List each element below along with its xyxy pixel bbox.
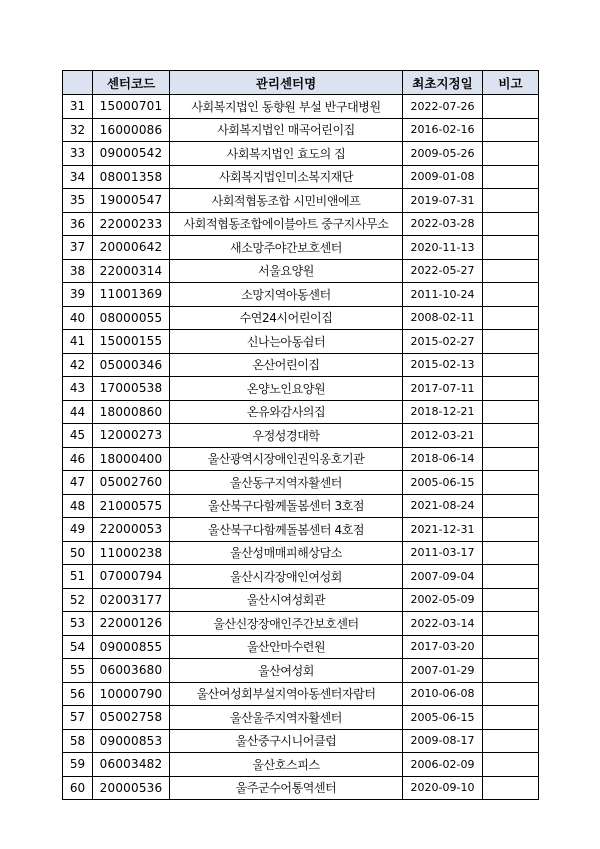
table-row <box>63 776 539 800</box>
center-name: 울산신장장애인주간보호센터 <box>170 612 403 636</box>
center-name: 울산시각장애인여성회 <box>170 565 403 589</box>
center-name: 사회복지법인 매곡어린이집 <box>170 118 403 142</box>
header-note: 비고 <box>483 71 539 95</box>
center-code: 12000273 <box>93 424 170 448</box>
center-code: 22000053 <box>93 518 170 542</box>
center-code: 05002758 <box>93 706 170 730</box>
table-row <box>63 377 539 401</box>
table-row <box>63 682 539 706</box>
note <box>483 236 539 260</box>
first-designation-date: 2021-12-31 <box>403 518 483 542</box>
center-name: 울산중구시니어클럽 <box>170 729 403 753</box>
center-name: 울산울주지역자활센터 <box>170 706 403 730</box>
header-row <box>63 71 539 95</box>
center-name: 울산광역시장애인권익옹호기관 <box>170 447 403 471</box>
center-code: 22000314 <box>93 259 170 283</box>
center-code: 09000855 <box>93 635 170 659</box>
note <box>483 518 539 542</box>
row-number: 35 <box>63 189 93 213</box>
note <box>483 659 539 683</box>
center-name: 온유와감사의집 <box>170 400 403 424</box>
note <box>483 189 539 213</box>
first-designation-date: 2016-02-16 <box>403 118 483 142</box>
note <box>483 212 539 236</box>
table-row <box>63 541 539 565</box>
center-name: 소망지역아동센터 <box>170 283 403 307</box>
row-number: 45 <box>63 424 93 448</box>
table-header <box>63 71 539 95</box>
first-designation-date: 2017-07-11 <box>403 377 483 401</box>
center-code: 22000233 <box>93 212 170 236</box>
center-name: 수연24시어린이집 <box>170 306 403 330</box>
center-name: 서울요양원 <box>170 259 403 283</box>
first-designation-date: 2007-01-29 <box>403 659 483 683</box>
header-center-code: 센터코드 <box>93 71 170 95</box>
first-designation-date: 2011-03-17 <box>403 541 483 565</box>
note <box>483 400 539 424</box>
first-designation-date: 2021-08-24 <box>403 494 483 518</box>
row-number: 31 <box>63 95 93 119</box>
note <box>483 306 539 330</box>
table-row <box>63 118 539 142</box>
center-code: 08001358 <box>93 165 170 189</box>
center-code: 16000086 <box>93 118 170 142</box>
center-code: 20000536 <box>93 776 170 800</box>
center-name: 사회복지법인미소복지재단 <box>170 165 403 189</box>
note <box>483 377 539 401</box>
center-name: 울산성매매피해상담소 <box>170 541 403 565</box>
first-designation-date: 2007-09-04 <box>403 565 483 589</box>
note <box>483 706 539 730</box>
row-number: 39 <box>63 283 93 307</box>
center-name: 울산시여성회관 <box>170 588 403 612</box>
note <box>483 330 539 354</box>
table-row <box>63 424 539 448</box>
first-designation-date: 2012-03-21 <box>403 424 483 448</box>
first-designation-date: 2015-02-27 <box>403 330 483 354</box>
table-row <box>63 494 539 518</box>
center-code: 20000642 <box>93 236 170 260</box>
first-designation-date: 2011-10-24 <box>403 283 483 307</box>
row-number: 42 <box>63 353 93 377</box>
center-code: 22000126 <box>93 612 170 636</box>
row-number: 59 <box>63 753 93 777</box>
center-name: 사회복지법인 효도의 집 <box>170 142 403 166</box>
note <box>483 588 539 612</box>
note <box>483 95 539 119</box>
header-center-name: 관리센터명 <box>170 71 403 95</box>
note <box>483 165 539 189</box>
center-name: 울산동구지역자활센터 <box>170 471 403 495</box>
center-name: 온양노인요양원 <box>170 377 403 401</box>
table-row <box>63 471 539 495</box>
table-row <box>63 447 539 471</box>
first-designation-date: 2009-08-17 <box>403 729 483 753</box>
row-number: 46 <box>63 447 93 471</box>
center-name: 울산안마수련원 <box>170 635 403 659</box>
table-row <box>63 353 539 377</box>
table-body <box>63 95 539 800</box>
table-row <box>63 306 539 330</box>
row-number: 53 <box>63 612 93 636</box>
first-designation-date: 2008-02-11 <box>403 306 483 330</box>
table-row <box>63 706 539 730</box>
first-designation-date: 2019-07-31 <box>403 189 483 213</box>
first-designation-date: 2022-03-28 <box>403 212 483 236</box>
first-designation-date: 2005-06-15 <box>403 706 483 730</box>
first-designation-date: 2018-06-14 <box>403 447 483 471</box>
table-row <box>63 659 539 683</box>
note <box>483 565 539 589</box>
row-number: 48 <box>63 494 93 518</box>
row-number: 60 <box>63 776 93 800</box>
header-first-designation-date: 최초지정일 <box>403 71 483 95</box>
first-designation-date: 2022-05-27 <box>403 259 483 283</box>
note <box>483 259 539 283</box>
note <box>483 118 539 142</box>
center-code: 11001369 <box>93 283 170 307</box>
center-code: 05002760 <box>93 471 170 495</box>
table-row <box>63 612 539 636</box>
row-number: 36 <box>63 212 93 236</box>
center-code: 06003680 <box>93 659 170 683</box>
first-designation-date: 2009-01-08 <box>403 165 483 189</box>
note <box>483 729 539 753</box>
row-number: 49 <box>63 518 93 542</box>
note <box>483 142 539 166</box>
table-row <box>63 330 539 354</box>
row-number: 57 <box>63 706 93 730</box>
first-designation-date: 2018-12-21 <box>403 400 483 424</box>
row-number: 37 <box>63 236 93 260</box>
center-name: 온산어린이집 <box>170 353 403 377</box>
center-name: 사회적협동조합에이블아트 중구지사무소 <box>170 212 403 236</box>
center-list-table <box>62 70 539 800</box>
center-code: 09000542 <box>93 142 170 166</box>
center-code: 05000346 <box>93 353 170 377</box>
first-designation-date: 2017-03-20 <box>403 635 483 659</box>
first-designation-date: 2022-03-14 <box>403 612 483 636</box>
center-name: 새소망주야간보호센터 <box>170 236 403 260</box>
note <box>483 612 539 636</box>
row-number: 50 <box>63 541 93 565</box>
center-code: 06003482 <box>93 753 170 777</box>
row-number: 41 <box>63 330 93 354</box>
center-code: 18000400 <box>93 447 170 471</box>
first-designation-date: 2015-02-13 <box>403 353 483 377</box>
center-name: 우정성경대학 <box>170 424 403 448</box>
row-number: 38 <box>63 259 93 283</box>
table-row <box>63 400 539 424</box>
table-row <box>63 283 539 307</box>
center-name: 울산북구다함께돌봄센터 3호점 <box>170 494 403 518</box>
row-number: 52 <box>63 588 93 612</box>
center-code: 10000790 <box>93 682 170 706</box>
table-row <box>63 165 539 189</box>
center-code: 17000538 <box>93 377 170 401</box>
table-row <box>63 236 539 260</box>
center-code: 15000701 <box>93 95 170 119</box>
first-designation-date: 2002-05-09 <box>403 588 483 612</box>
center-code: 08000055 <box>93 306 170 330</box>
center-code: 18000860 <box>93 400 170 424</box>
center-code: 19000547 <box>93 189 170 213</box>
table-row <box>63 142 539 166</box>
center-code: 07000794 <box>93 565 170 589</box>
table-row <box>63 729 539 753</box>
first-designation-date: 2010-06-08 <box>403 682 483 706</box>
center-name: 울산호스피스 <box>170 753 403 777</box>
note <box>483 753 539 777</box>
center-name: 사회복지법인 동향원 부설 반구대병원 <box>170 95 403 119</box>
first-designation-date: 2006-02-09 <box>403 753 483 777</box>
center-name: 울산여성회 <box>170 659 403 683</box>
center-code: 11000238 <box>93 541 170 565</box>
table-row <box>63 518 539 542</box>
row-number: 51 <box>63 565 93 589</box>
row-number: 54 <box>63 635 93 659</box>
table-row <box>63 565 539 589</box>
row-number: 44 <box>63 400 93 424</box>
table-row <box>63 753 539 777</box>
table-row <box>63 95 539 119</box>
first-designation-date: 2020-09-10 <box>403 776 483 800</box>
first-designation-date: 2022-07-26 <box>403 95 483 119</box>
row-number: 34 <box>63 165 93 189</box>
first-designation-date: 2020-11-13 <box>403 236 483 260</box>
note <box>483 682 539 706</box>
first-designation-date: 2005-06-15 <box>403 471 483 495</box>
row-number: 33 <box>63 142 93 166</box>
row-number: 40 <box>63 306 93 330</box>
header-no <box>63 71 93 95</box>
table-row <box>63 212 539 236</box>
note <box>483 447 539 471</box>
row-number: 43 <box>63 377 93 401</box>
note <box>483 353 539 377</box>
center-code: 21000575 <box>93 494 170 518</box>
row-number: 47 <box>63 471 93 495</box>
row-number: 32 <box>63 118 93 142</box>
note <box>483 424 539 448</box>
note <box>483 471 539 495</box>
center-name: 울주군수어통역센터 <box>170 776 403 800</box>
note <box>483 541 539 565</box>
center-code: 15000155 <box>93 330 170 354</box>
center-name: 사회적협동조합 시민비앤에프 <box>170 189 403 213</box>
center-name: 울산북구다함께돌봄센터 4호점 <box>170 518 403 542</box>
row-number: 58 <box>63 729 93 753</box>
note <box>483 776 539 800</box>
table-row <box>63 259 539 283</box>
table-row <box>63 588 539 612</box>
center-code: 02003177 <box>93 588 170 612</box>
table-row <box>63 189 539 213</box>
note <box>483 635 539 659</box>
center-name: 신나는아동쉼터 <box>170 330 403 354</box>
table-row <box>63 635 539 659</box>
center-code: 09000853 <box>93 729 170 753</box>
center-name: 울산여성회부설지역아동센터자람터 <box>170 682 403 706</box>
row-number: 56 <box>63 682 93 706</box>
first-designation-date: 2009-05-26 <box>403 142 483 166</box>
note <box>483 494 539 518</box>
row-number: 55 <box>63 659 93 683</box>
note <box>483 283 539 307</box>
